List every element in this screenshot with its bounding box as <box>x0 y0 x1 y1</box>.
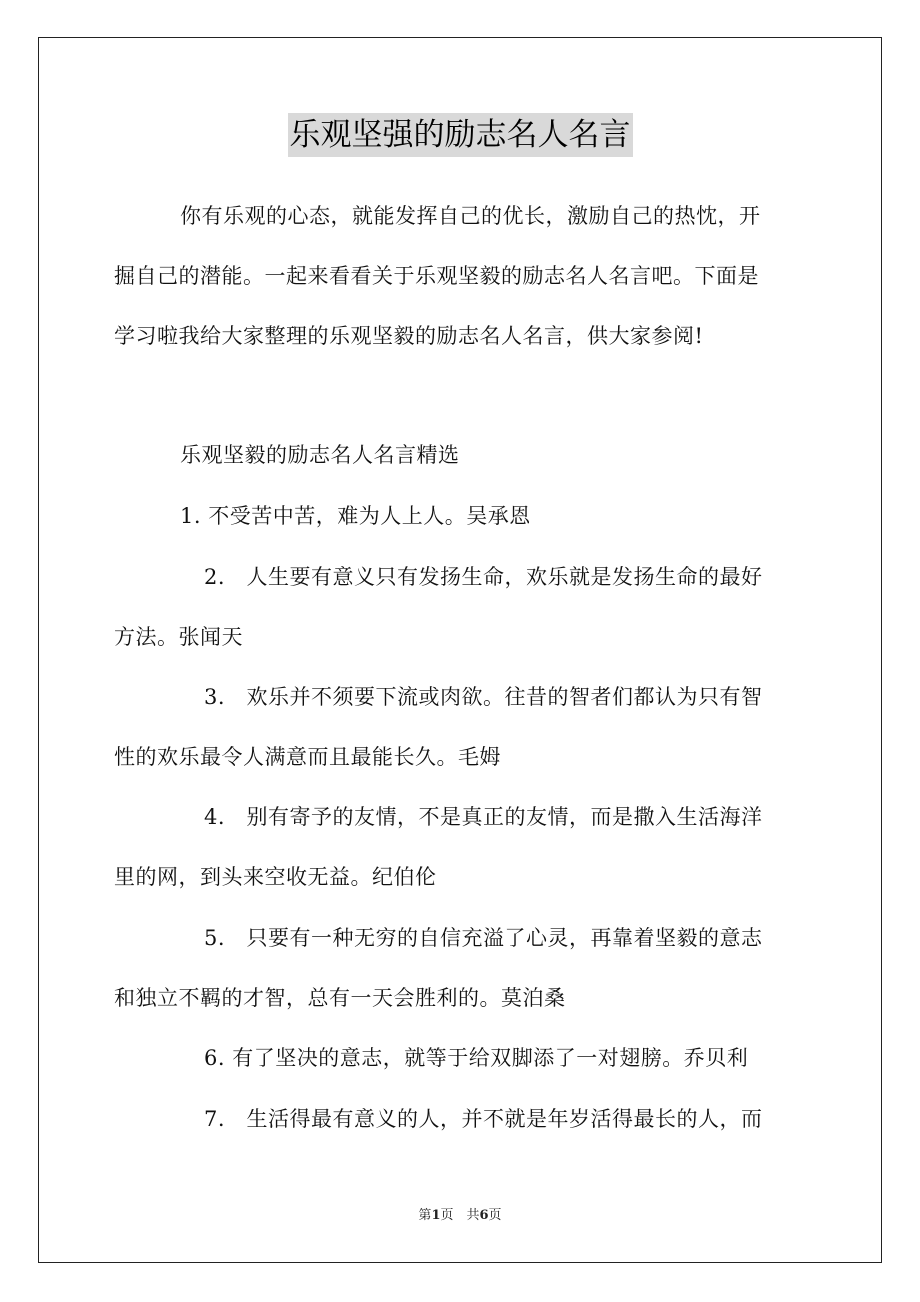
paragraph-line: 学习啦我给大家整理的乐观坚毅的励志名人名言，供大家参阅! <box>114 324 704 348</box>
footer-page-total: 6 <box>479 1208 489 1223</box>
quote-item-continued: 方法。张闻天 <box>114 625 243 649</box>
quote-item: 6. 有了坚决的意志，就等于给双脚添了一对翅膀。乔贝利 <box>204 1046 749 1070</box>
title-container <box>0 113 920 157</box>
quote-item: 4. 别有寄予的友情，不是真正的友情，而是撒入生活海洋 <box>204 805 763 829</box>
footer-page-current: 1 <box>431 1208 441 1223</box>
quote-item: 7. 生活得最有意义的人，并不就是年岁活得最长的人，而 <box>204 1107 763 1131</box>
paragraph-line: 掘自己的潜能。一起来看看关于乐观坚毅的励志名人名言吧。下面是 <box>114 264 759 288</box>
footer-suffix: 页 <box>488 1208 502 1223</box>
page-title: 乐观坚强的励志名人名言 <box>288 113 633 157</box>
paragraph-line: 你有乐观的心态，就能发挥自己的优长，激励自己的热忱，开 <box>180 204 761 228</box>
footer-mid: 页 共 <box>440 1208 480 1223</box>
footer-prefix: 第 <box>418 1208 432 1223</box>
quote-item: 3. 欢乐并不须要下流或肉欲。往昔的智者们都认为只有智 <box>204 685 763 709</box>
quote-item: 5. 只要有一种无穷的自信充溢了心灵，再靠着坚毅的意志 <box>204 926 763 950</box>
quote-item-continued: 里的网，到头来空收无益。纪伯伦 <box>114 865 437 889</box>
quote-item-continued: 性的欢乐最令人满意而且最能长久。毛姆 <box>114 745 501 769</box>
quote-item: 1. 不受苦中苦，难为人上人。吴承恩 <box>180 504 531 528</box>
page-footer <box>0 1207 920 1225</box>
quote-item: 2. 人生要有意义只有发扬生命，欢乐就是发扬生命的最好 <box>204 565 763 589</box>
quote-item-continued: 和独立不羁的才智，总有一天会胜利的。莫泊桑 <box>114 986 566 1010</box>
section-heading: 乐观坚毅的励志名人名言精选 <box>180 443 460 467</box>
